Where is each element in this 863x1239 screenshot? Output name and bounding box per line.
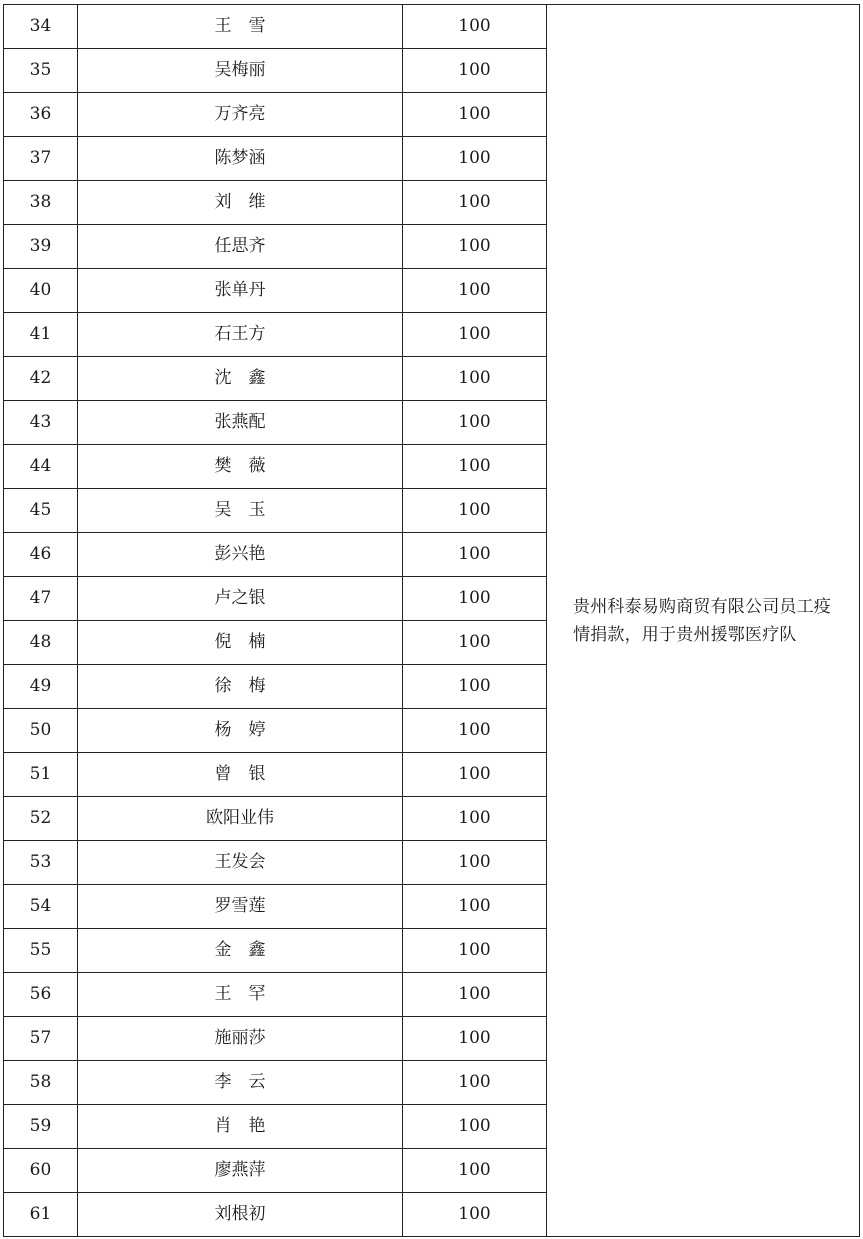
donation-note: 贵州科泰易购商贸有限公司员工疫情捐款，用于贵州援鄂医疗队	[547, 5, 860, 1237]
donor-name: 吴 玉	[78, 489, 403, 533]
donation-amount: 100	[403, 5, 547, 49]
row-number: 42	[4, 357, 78, 401]
donor-name: 石王方	[78, 313, 403, 357]
donor-name: 罗雪莲	[78, 885, 403, 929]
row-number: 60	[4, 1149, 78, 1193]
row-number: 41	[4, 313, 78, 357]
donor-name: 张单丹	[78, 269, 403, 313]
donation-amount: 100	[403, 665, 547, 709]
donation-amount: 100	[403, 885, 547, 929]
donation-amount: 100	[403, 269, 547, 313]
row-number: 52	[4, 797, 78, 841]
row-number: 47	[4, 577, 78, 621]
donation-amount: 100	[403, 797, 547, 841]
donation-table	[3, 4, 860, 1237]
row-number: 44	[4, 445, 78, 489]
row-number: 43	[4, 401, 78, 445]
row-number: 59	[4, 1105, 78, 1149]
donation-amount: 100	[403, 577, 547, 621]
donation-amount: 100	[403, 709, 547, 753]
donation-amount: 100	[403, 445, 547, 489]
donor-name: 王 雪	[78, 5, 403, 49]
donor-name: 李 云	[78, 1061, 403, 1105]
donation-amount: 100	[403, 1017, 547, 1061]
row-number: 36	[4, 93, 78, 137]
row-number: 34	[4, 5, 78, 49]
row-number: 40	[4, 269, 78, 313]
donor-name: 欧阳业伟	[78, 797, 403, 841]
donation-amount: 100	[403, 841, 547, 885]
row-number: 51	[4, 753, 78, 797]
donor-name: 万齐亮	[78, 93, 403, 137]
donation-amount: 100	[403, 1149, 547, 1193]
donation-amount: 100	[403, 621, 547, 665]
donor-name: 倪 楠	[78, 621, 403, 665]
row-number: 39	[4, 225, 78, 269]
row-number: 49	[4, 665, 78, 709]
donor-name: 任思齐	[78, 225, 403, 269]
donation-amount: 100	[403, 973, 547, 1017]
donor-name: 徐 梅	[78, 665, 403, 709]
row-number: 53	[4, 841, 78, 885]
row-number: 56	[4, 973, 78, 1017]
donor-name: 廖燕萍	[78, 1149, 403, 1193]
donation-amount: 100	[403, 489, 547, 533]
donor-name: 金 鑫	[78, 929, 403, 973]
donor-name: 肖 艳	[78, 1105, 403, 1149]
donation-amount: 100	[403, 401, 547, 445]
table-row	[4, 5, 860, 49]
donor-name: 王发会	[78, 841, 403, 885]
row-number: 38	[4, 181, 78, 225]
row-number: 48	[4, 621, 78, 665]
donor-name: 刘根初	[78, 1193, 403, 1237]
donor-name: 张燕配	[78, 401, 403, 445]
row-number: 37	[4, 137, 78, 181]
donation-amount: 100	[403, 1105, 547, 1149]
donation-amount: 100	[403, 753, 547, 797]
donor-name: 刘 维	[78, 181, 403, 225]
row-number: 58	[4, 1061, 78, 1105]
donor-name: 杨 婷	[78, 709, 403, 753]
donation-amount: 100	[403, 1193, 547, 1237]
row-number: 55	[4, 929, 78, 973]
donor-name: 王 罕	[78, 973, 403, 1017]
row-number: 54	[4, 885, 78, 929]
donation-amount: 100	[403, 93, 547, 137]
donor-name: 吴梅丽	[78, 49, 403, 93]
donor-name: 施丽莎	[78, 1017, 403, 1061]
donation-amount: 100	[403, 533, 547, 577]
donation-table-body	[4, 5, 860, 1237]
row-number: 57	[4, 1017, 78, 1061]
donation-amount: 100	[403, 313, 547, 357]
donation-amount: 100	[403, 49, 547, 93]
donation-amount: 100	[403, 929, 547, 973]
donor-name: 沈 鑫	[78, 357, 403, 401]
donation-amount: 100	[403, 137, 547, 181]
donation-amount: 100	[403, 1061, 547, 1105]
donor-name: 陈梦涵	[78, 137, 403, 181]
donation-amount: 100	[403, 225, 547, 269]
row-number: 61	[4, 1193, 78, 1237]
donor-name: 樊 薇	[78, 445, 403, 489]
donation-amount: 100	[403, 357, 547, 401]
donation-amount: 100	[403, 181, 547, 225]
row-number: 50	[4, 709, 78, 753]
row-number: 35	[4, 49, 78, 93]
donor-name: 彭兴艳	[78, 533, 403, 577]
donor-name: 曾 银	[78, 753, 403, 797]
row-number: 45	[4, 489, 78, 533]
row-number: 46	[4, 533, 78, 577]
donor-name: 卢之银	[78, 577, 403, 621]
